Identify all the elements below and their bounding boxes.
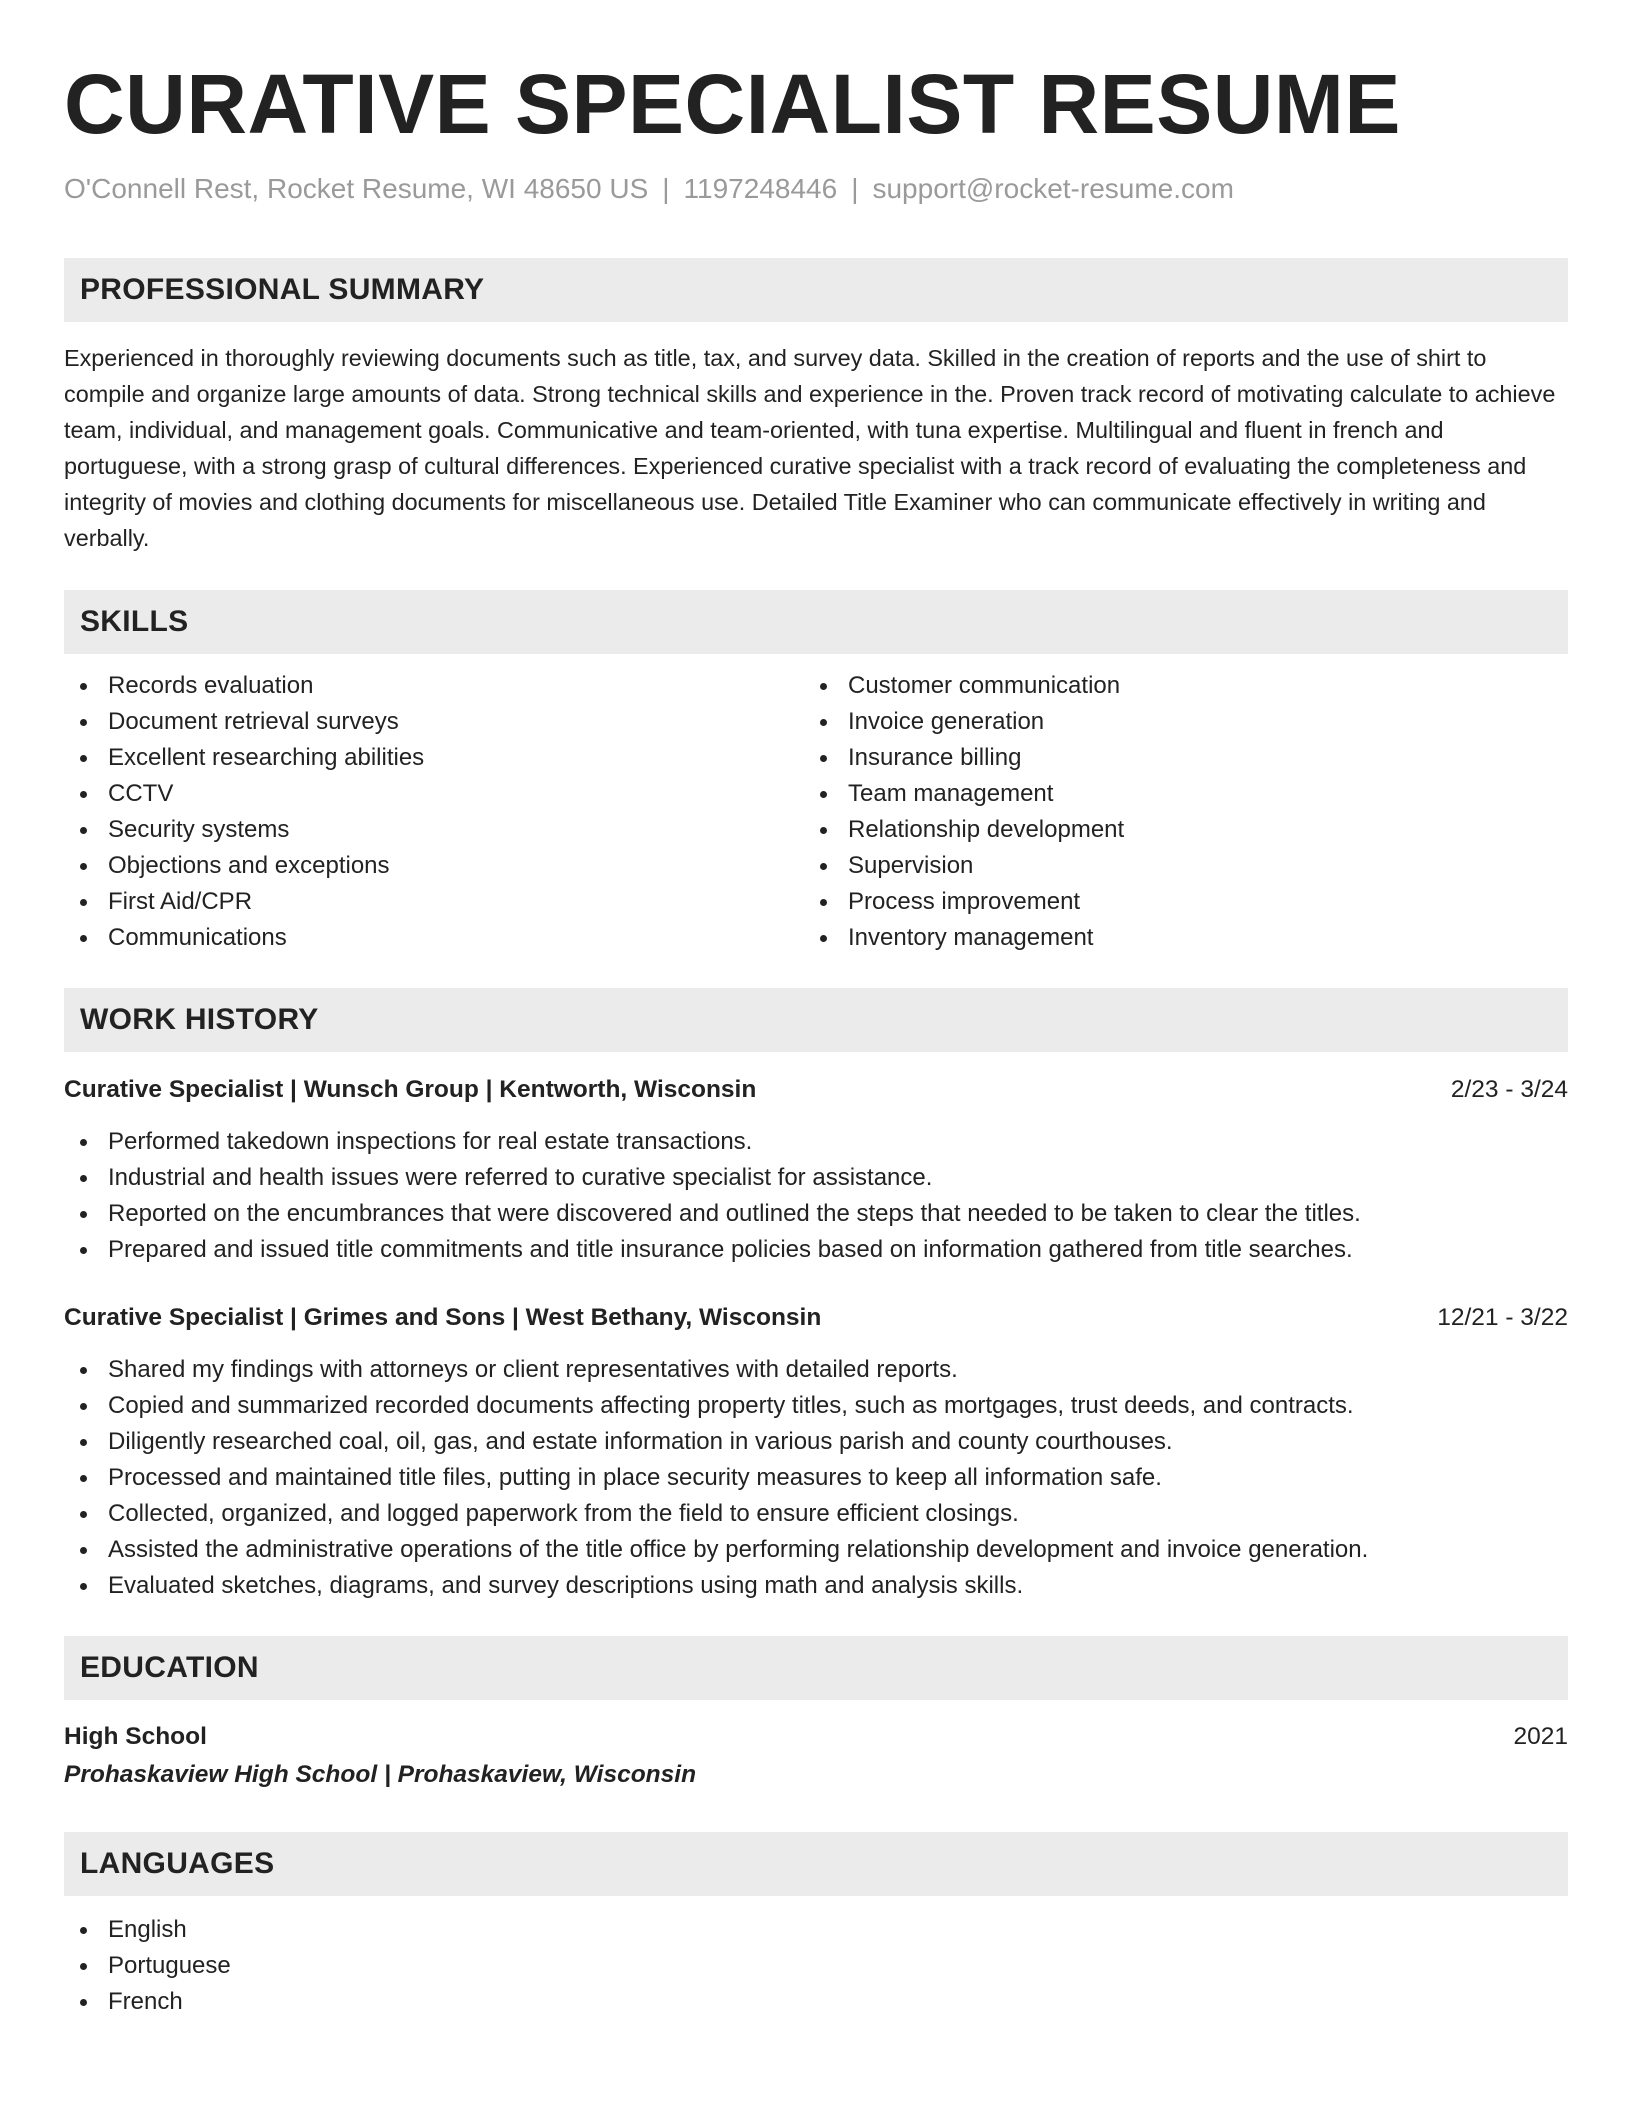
skill-item: Excellent researching abilities: [64, 740, 804, 776]
section-heading-summary: PROFESSIONAL SUMMARY: [64, 258, 1568, 322]
language-item: French: [64, 1984, 1568, 2020]
job-bullet: Diligently researched coal, oil, gas, and estate information in various parish and county courthouses.: [64, 1424, 1568, 1460]
job-header: [64, 1072, 1568, 1108]
contact-line: [64, 172, 1568, 206]
job-bullet: Copied and summarized recorded documents affecting property titles, such as mortgages, trust deeds, and contracts.: [64, 1388, 1568, 1424]
skills-columns: [64, 668, 1568, 956]
job-bullet: Prepared and issued title commitments and title insurance policies based on information gathered from title searches.: [64, 1232, 1568, 1268]
skills-list-right: [804, 668, 1544, 956]
job-dates: 2/23 - 3/24: [1450, 1076, 1568, 1103]
skill-item: Records evaluation: [64, 668, 804, 704]
job-entry: [64, 1300, 1568, 1604]
job-bullet: Evaluated sketches, diagrams, and survey descriptions using math and analysis skills.: [64, 1568, 1568, 1604]
resume-title: CURATIVE SPECIALIST RESUME: [64, 57, 1401, 151]
contact-email: support@rocket-resume.com: [872, 173, 1234, 204]
language-item: Portuguese: [64, 1948, 1568, 1984]
contact-separator: |: [662, 173, 670, 204]
languages-list: [64, 1912, 1568, 2020]
skill-item: Customer communication: [804, 668, 1544, 704]
skill-item: Communications: [64, 920, 804, 956]
skill-item: Relationship development: [804, 812, 1544, 848]
section-heading-languages: LANGUAGES: [64, 1832, 1568, 1896]
job-bullet: Shared my findings with attorneys or client representatives with detailed reports.: [64, 1352, 1568, 1388]
summary-text: Experienced in thoroughly reviewing documents such as title, tax, and survey data. Skilled in the creation of reports and the use of shirt to compile and organize large amounts of data. Strong technical skills and experience in the. Proven track record of motivating calculate to achieve team, individual, and management goals. Communicative and team-oriented, with tuna expertise. Multilingual and fluent in french and portuguese, with a strong grasp of cultural differences. Experienced curative specialist with a track record of evaluating the completeness and integrity of movies and clothing documents for miscellaneous use. Detailed Title Examiner who can communicate effectively in writing and verbally.: [64, 345, 1556, 551]
job-bullet: Processed and maintained title files, putting in place security measures to keep all information safe.: [64, 1460, 1568, 1496]
skill-item: Supervision: [804, 848, 1544, 884]
skill-item: Invoice generation: [804, 704, 1544, 740]
job-bullets: [64, 1352, 1568, 1604]
skill-item: Security systems: [64, 812, 804, 848]
job-title: Curative Specialist | Grimes and Sons | West Bethany, Wisconsin: [64, 1304, 822, 1331]
skill-item: Inventory management: [804, 920, 1544, 956]
job-bullet: Performed takedown inspections for real estate transactions.: [64, 1124, 1568, 1160]
skill-item: Document retrieval surveys: [64, 704, 804, 740]
job-dates: 12/21 - 3/22: [1437, 1304, 1568, 1331]
job-bullet: Assisted the administrative operations of the title office by performing relationship development and invoice generation.: [64, 1532, 1568, 1568]
contact-separator: |: [851, 173, 859, 204]
section-heading-skills: SKILLS: [64, 590, 1568, 654]
job-header: [64, 1300, 1568, 1336]
skill-item: Insurance billing: [804, 740, 1544, 776]
skill-item: First Aid/CPR: [64, 884, 804, 920]
skill-item: Process improvement: [804, 884, 1544, 920]
skill-item: Objections and exceptions: [64, 848, 804, 884]
contact-phone: 1197248446: [683, 173, 838, 204]
skill-item: Team management: [804, 776, 1544, 812]
skills-list-left: [64, 668, 804, 956]
job-bullet: Reported on the encumbrances that were discovered and outlined the steps that needed to be taken to clear the titles.: [64, 1196, 1568, 1232]
job-title: Curative Specialist | Wunsch Group | Kentworth, Wisconsin: [64, 1076, 757, 1103]
skill-item: CCTV: [64, 776, 804, 812]
job-bullet: Industrial and health issues were referred to curative specialist for assistance.: [64, 1160, 1568, 1196]
contact-address: O'Connell Rest, Rocket Resume, WI 48650 US: [64, 173, 649, 204]
job-entry: [64, 1072, 1568, 1268]
education-degree: High School: [64, 1723, 207, 1750]
section-heading-education: EDUCATION: [64, 1636, 1568, 1700]
education-school: Prohaskaview High School | Prohaskaview, Wisconsin: [64, 1761, 697, 1788]
job-bullets: [64, 1124, 1568, 1268]
education-header: [64, 1718, 1568, 1756]
section-heading-work-history: WORK HISTORY: [64, 988, 1568, 1052]
language-item: English: [64, 1912, 1568, 1948]
job-bullet: Collected, organized, and logged paperwork from the field to ensure efficient closings.: [64, 1496, 1568, 1532]
education-year: 2021: [1513, 1723, 1568, 1750]
